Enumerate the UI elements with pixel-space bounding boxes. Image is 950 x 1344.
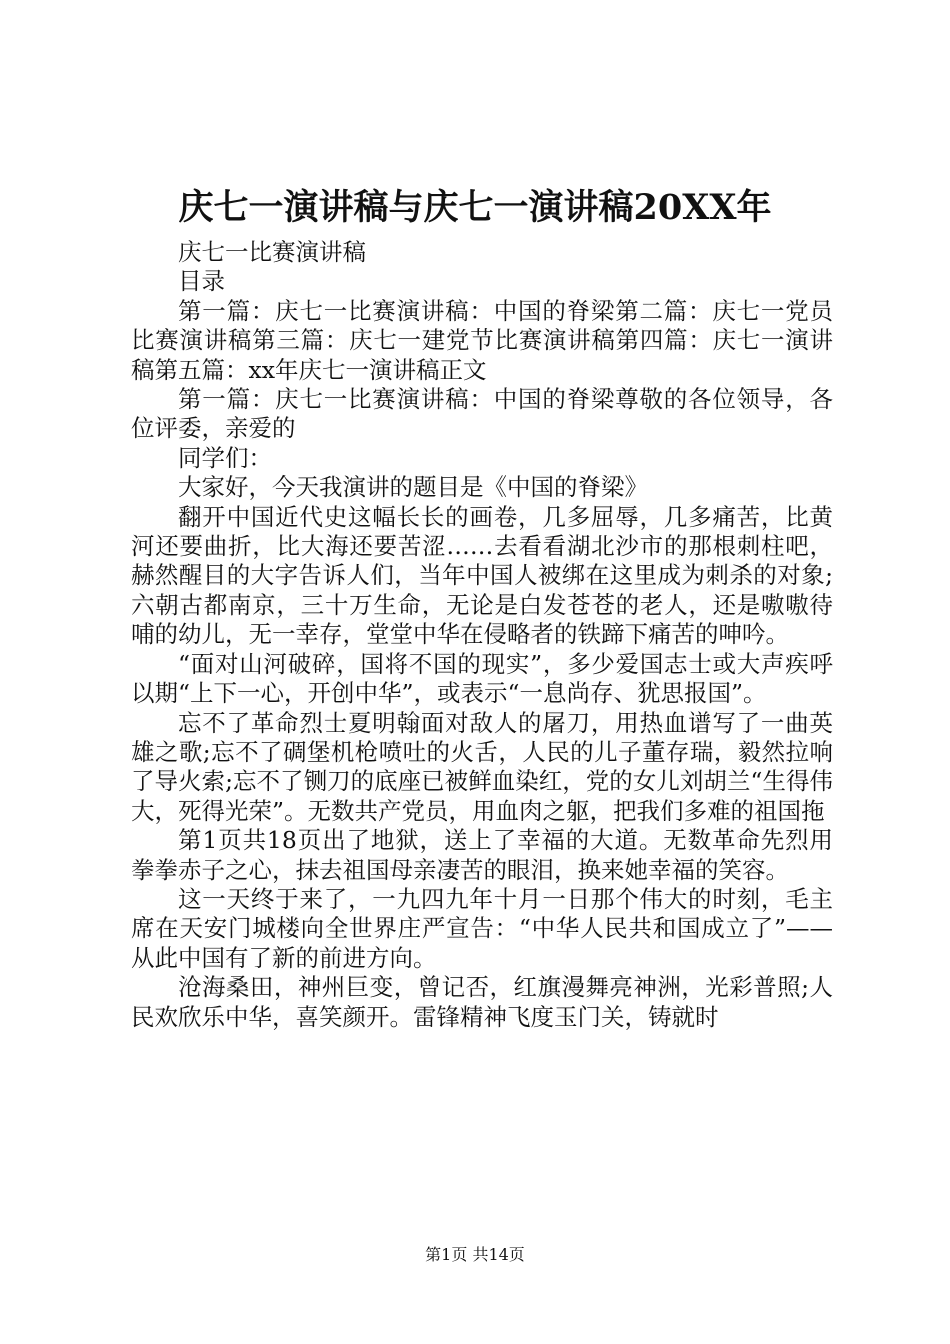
paragraph-continuation: 第1页共18页出了地狱，送上了幸福的大道。无数革命先烈用拳拳赤子之心，抹去祖国母亲凄苦的眼泪，换来她幸福的笑容。 [131,826,833,884]
paragraph-patriots: “面对山河破碎，国将不国的现实”，多少爱国志士或大声疾呼以期“上下一心，开创中华”，或表示“一息尚存、犹思报国”。 [131,649,833,708]
paragraph-martyrs: 忘不了革命烈士夏明翰面对敌人的屠刀，用热血谱写了一曲英雄之歌;忘不了碉堡机枪喷吐的火舌，人民的儿子董存瑞，毅然拉响了导火索;忘不了铡刀的底座已被鲜血染红，党的女儿刘胡兰“生得伟大，死得光荣”。无数共产党员，用血肉之躯，把我们多难的祖国拖 [131,708,833,825]
paragraph-toc-heading: 目录 [178,267,225,296]
paragraph-history: 翻开中国近代史这幅长长的画卷，几多屈辱，几多痛苦，比黄河还要曲折，比大海还要苦涩……去看看湖北沙市的那根刺柱吧，赫然醒目的大字告诉人们，当年中国人被绑在这里成为刺杀的对象;六朝古都南京，三十万生命，无论是白发苍苍的老人，还是嗷嗷待哺的幼儿，无一幸存，堂堂中华在侵略者的铁蹄下痛苦的呻吟。 [131,502,833,649]
page-footer: 第1页 共14页 [425,1245,525,1264]
document-body [131,238,833,1032]
paragraph-intro: 大家好，今天我演讲的题目是《中国的脊梁》 [178,473,648,502]
paragraph-subtitle: 庆七一比赛演讲稿 [178,238,366,266]
paragraph-changes: 沧海桑田，神州巨变，曾记否，红旗漫舞亮神洲，光彩普照;人民欢欣乐中华，喜笑颜开。雷锋精神飞度玉门关，铸就时 [131,973,833,1031]
paragraph-toc: 第一篇：庆七一比赛演讲稿：中国的脊梁第二篇：庆七一党员比赛演讲稿第三篇：庆七一建党节比赛演讲稿第四篇：庆七一演讲稿第五篇：xx年庆七一演讲稿正文 [131,296,833,384]
paragraph-students: 同学们： [178,443,272,472]
document-title: 庆七一演讲稿与庆七一演讲稿20XX年 [178,187,772,228]
paragraph-founding: 这一天终于来了，一九四九年十月一日那个伟大的时刻，毛主席在天安门城楼向全世界庄严宣告：“中华人民共和国成立了”——从此中国有了新的前进方向。 [131,884,833,972]
paragraph-greeting: 第一篇：庆七一比赛演讲稿：中国的脊梁尊敬的各位领导，各位评委，亲爱的 [131,385,833,443]
